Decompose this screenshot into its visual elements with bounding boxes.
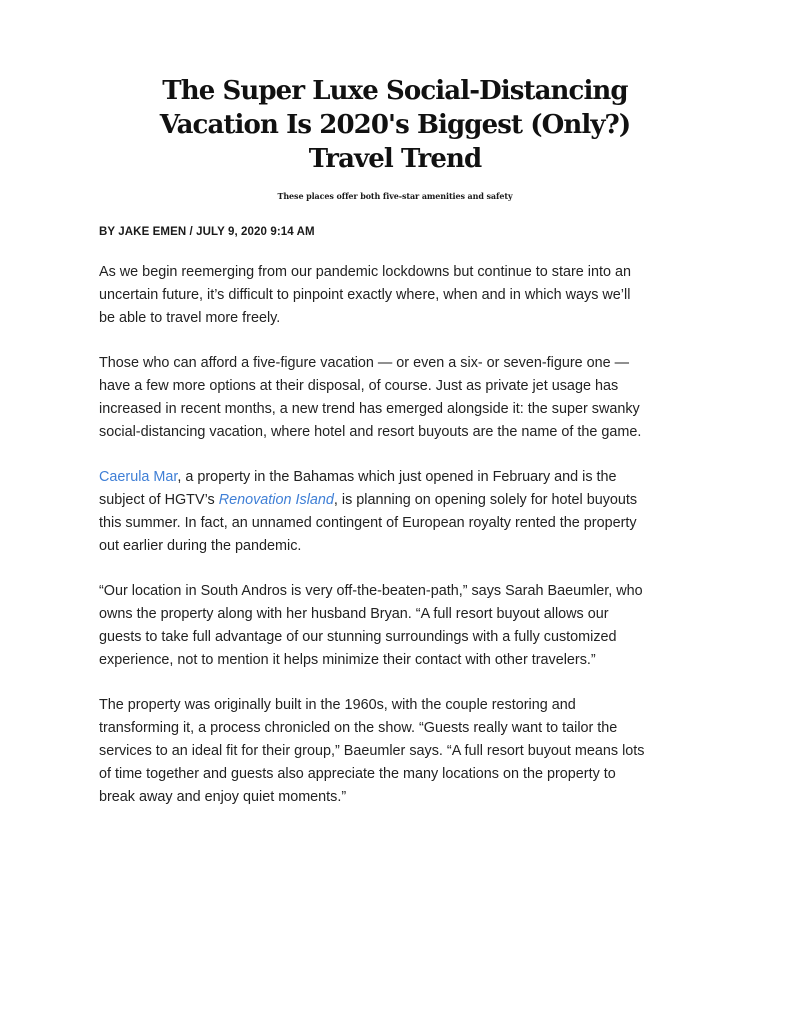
paragraph-line: experience, not to mention it helps minimize their contact with other travelers.”	[99, 652, 596, 668]
article-body	[99, 261, 699, 831]
paragraph-line: owns the property along with her husband Bryan. “A full resort buyout allows our	[99, 606, 609, 622]
paragraph-line: increased in recent months, a new trend has emerged alongside it: the super swanky	[99, 401, 640, 417]
paragraph-line: social-distancing vacation, where hotel and resort buyouts are the name of the game.	[99, 424, 642, 440]
paragraph-line: out earlier during the pandemic.	[99, 538, 302, 554]
paragraph-line: services to an ideal fit for their group,” Baeumler says. “A full resort buyout means lots	[99, 743, 645, 759]
paragraph-line	[99, 489, 699, 512]
paragraph-line: uncertain future, it’s difficult to pinpoint exactly where, when and in which ways we’ll	[99, 287, 631, 303]
paragraph-line: As we begin reemerging from our pandemic lockdowns but continue to stare into an	[99, 264, 631, 280]
article-byline: BY JAKE EMEN / JULY 9, 2020 9:14 AM	[99, 226, 315, 238]
caerula-mar-link[interactable]: Caerula Mar	[99, 469, 178, 485]
paragraph-line: “Our location in South Andros is very off-the-beaten-path,” says Sarah Baeumler, who	[99, 583, 643, 599]
headline-line: Travel Trend	[308, 144, 482, 174]
renovation-island-link[interactable]: Renovation Island	[218, 492, 334, 508]
paragraph-text: , a property in the Bahamas which just opened in February and is the	[177, 469, 617, 485]
paragraph-line: break away and enjoy quiet moments.”	[99, 789, 347, 805]
paragraph-line: of time together and guests also appreciate the many locations on the property to	[99, 766, 616, 782]
article-dek: These places offer both five-star amenities and safety	[277, 191, 513, 201]
paragraph-line: Those who can afford a five-figure vacation — or even a six- or seven-figure one —	[99, 355, 630, 371]
headline-line: Vacation Is 2020's Biggest (Only?)	[159, 110, 631, 140]
paragraph-4	[99, 580, 699, 672]
paragraph-line: have a few more options at their disposal, of course. Just as private jet usage has	[99, 378, 619, 394]
paragraph-line: guests to take full advantage of our stunning surroundings with a fully customized	[99, 629, 617, 645]
paragraph-text: , is planning on opening solely for hotel buyouts	[333, 492, 638, 508]
paragraph-line: transforming it, a process chronicled on the show. “Guests really want to tailor the	[99, 720, 618, 736]
paragraph-text: subject of HGTV’s	[99, 492, 219, 508]
paragraph-1	[99, 261, 699, 330]
paragraph-5	[99, 694, 699, 809]
paragraph-line: The property was originally built in the 1960s, with the couple restoring and	[99, 697, 576, 713]
paragraph-2	[99, 352, 699, 444]
paragraph-line: this summer. In fact, an unnamed contingent of European royalty rented the property	[99, 515, 637, 531]
paragraph-line: be able to travel more freely.	[99, 310, 281, 326]
paragraph-line	[99, 466, 699, 489]
article-headline	[100, 74, 690, 176]
headline-line: The Super Luxe Social-Distancing	[162, 76, 628, 106]
paragraph-3	[99, 466, 699, 558]
